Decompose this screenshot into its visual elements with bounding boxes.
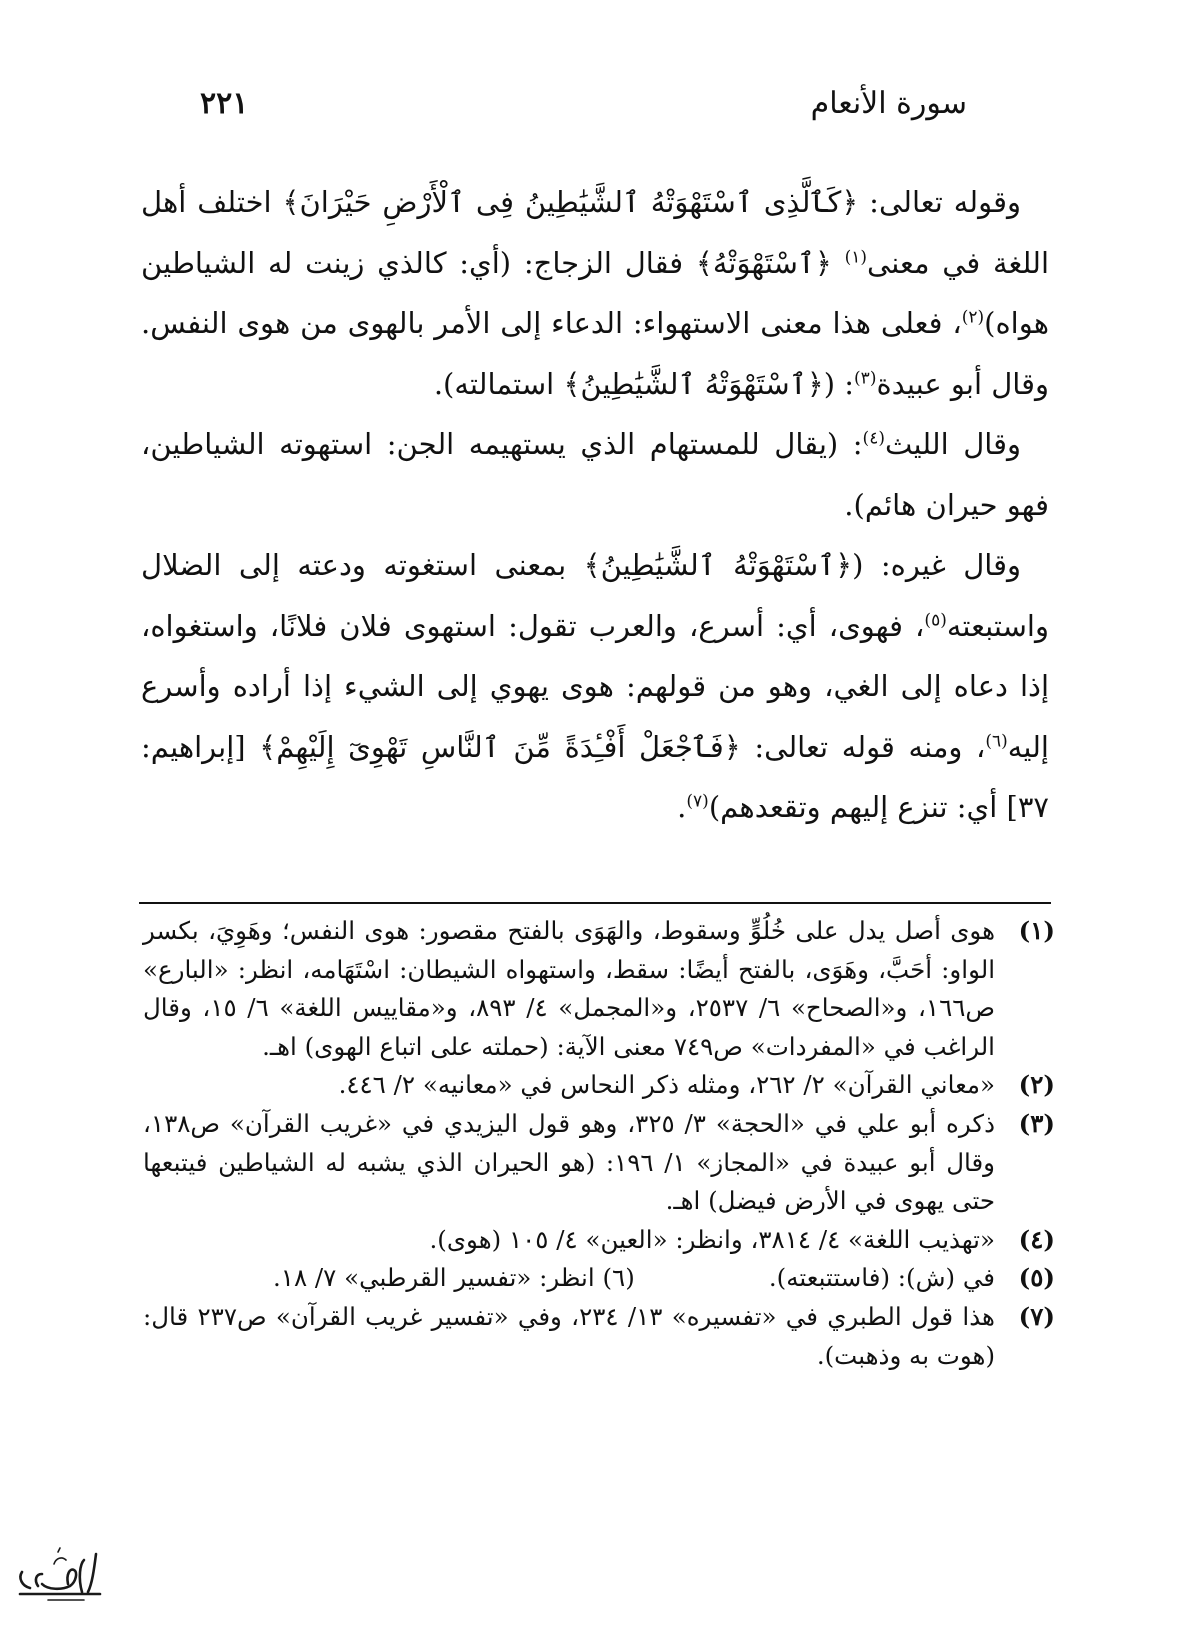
footnote-ref-7: (٧) [686,791,709,812]
footnote-6-number: (٦) [602,1263,635,1293]
footnote-ref-1: (١) [844,246,868,267]
logo-calligraphy-icon [8,1534,108,1610]
paragraph-2-part-a: وقال الليث [884,427,1021,461]
almostafa-logo-icon [8,1534,108,1610]
footnote-6 [273,1259,635,1298]
footnote-ref-2: (٢) [961,307,985,328]
paragraph-3-part-a: وقال غيره: (﴿ٱسْتَهْوَتْهُ ٱلشَّيَٰطِينُ﴾ بمعنى استغوته ودعته إلى الضلال واستبعته [141,548,1049,643]
paragraph-1-part-b: ﴿ٱسْتَهْوَتْهُ﴾ فقال الزجاج: (أي: كالذي زينت له الشياطين هواه) [141,245,1049,340]
footnote-text: «معاني القرآن» ٢/ ٢٦٢، ومثله ذكر النحاس في «معانيه» ٢/ ٤٤٦. [338,1070,995,1100]
paragraph-1-part-d: : (﴿ٱسْتَهْوَتْهُ ٱلشَّيَٰطِينُ﴾ استمالته). [433,366,855,401]
paragraph-3-part-b: ، فهوى، أي: أسرع، والعرب تقول: استهوى فلان فلانًا، واستغواه، إذا دعاه إلى الغي، وهو من قولهم: هوى يهوي إلى الشيء إذا أراده وأسرع إليه [141,608,1049,764]
footnote-number: (٢) [1018,1070,1055,1100]
page-number: ٢٢١ [200,85,249,121]
paragraph-2-part-b: : (يقال للمستهام الذي يستهيمه الجن: استهوته الشياطين، فهو حيران هائم). [141,427,1049,522]
footnote-text: ذكره أبو علي في «الحجة» ٣/ ٣٢٥، وهو قول اليزيدي في «غريب القرآن» ص١٣٨، وقال أبو عبيدة في «المجاز» ١/ ١٩٦: (هو الحيران الذي يشبه له الشياطين فيتبعها حتى يهوى في الأرض فيضل) اهـ. [143,1108,996,1216]
footnote-6-text: انظر: «تفسير القرطبي» ٧/ ١٨. [273,1263,595,1293]
footnote-text: «تهذيب اللغة» ٤/ ٣٨١٤، وانظر: «العين» ٤/ ١٠٥ (هوى). [429,1224,995,1254]
footnote-number: (٣) [1018,1108,1055,1138]
footnote-number: (٥) [1018,1263,1055,1293]
footnote-3 [143,1105,1055,1221]
footnote-ref-3: (٣) [854,367,877,388]
footnote-5-6 [143,1259,1055,1298]
footnote-number: (٤) [1018,1224,1055,1254]
footnote-ref-6: (٦) [985,730,1008,751]
footnote-1 [143,912,1055,1066]
footnote-ref-4: (٤) [862,428,885,449]
footnote-5-text: في (ش): (فاستتبعته). [768,1263,995,1293]
footnote-7 [143,1298,1055,1375]
paragraph-2 [141,414,1049,535]
footnotes [143,912,1055,1375]
footnote-4 [143,1221,1055,1260]
paragraph-3-part-d: . [677,790,687,824]
footnote-ref-5: (٥) [924,609,947,630]
footnote-2 [143,1066,1055,1105]
footnote-number: (١) [1018,916,1055,945]
paragraph-1 [141,172,1049,414]
footnote-text: هذا قول الطبري في «تفسيره» ١٣/ ٢٣٤، وفي «تفسير غريب القرآن» ص٢٣٧ قال: (هوت به وذهبت). [143,1301,995,1370]
paragraph-3-part-c: ، ومنه قوله تعالى: ﴿فَٱجْعَلْ أَفْـِٔدَةً مِّنَ ٱلنَّاسِ تَهْوِىٓ إِلَيْهِمْ﴾ [إبراهيم: ٣٧] أي: تنزع إليهم وتقعدهم) [141,729,1049,824]
main-text [141,172,1049,838]
paragraph-1-part-a: وقوله تعالى: ﴿كَٱلَّذِى ٱسْتَهْوَتْهُ ٱلشَّيَٰطِينُ فِى ٱلْأَرْضِ حَيْرَانَ﴾ اختلف أهل اللغة في معنى [141,185,1050,280]
paragraph-1-part-c: ، فعلى هذا معنى الاستهواء: الدعاء إلى الأمر بالهوى من هوى النفس. وقال أبو عبيدة [141,306,1049,401]
page-header [200,78,967,128]
footnote-number: (٧) [1018,1301,1055,1331]
footnote-divider [139,902,1051,904]
surah-title: سورة الأنعام [810,85,967,121]
footnote-text: هوى أصل يدل على خُلُوٍّ وسقوط، والهَوَى بالفتح مقصور: هوى النفس؛ وهَوِيَ، بكسر الواو: أحَبَّ، وهَوَى، بالفتح أيضًا: سقط، واستهواه الشيطان: اسْتَهَامه، انظر: «البارع» ص١٦٦، و«الصحاح» ٦/ ٢٥٣٧، و«المجمل» ٤/ ٨٩٣، و«مقاييس اللغة» ٦/ ١٥، وقال الراغب في «المفردات» ص٧٤٩ معنى الآية: (حملته على اتباع الهوى) اهـ. [143,916,996,1061]
paragraph-3 [141,535,1049,838]
